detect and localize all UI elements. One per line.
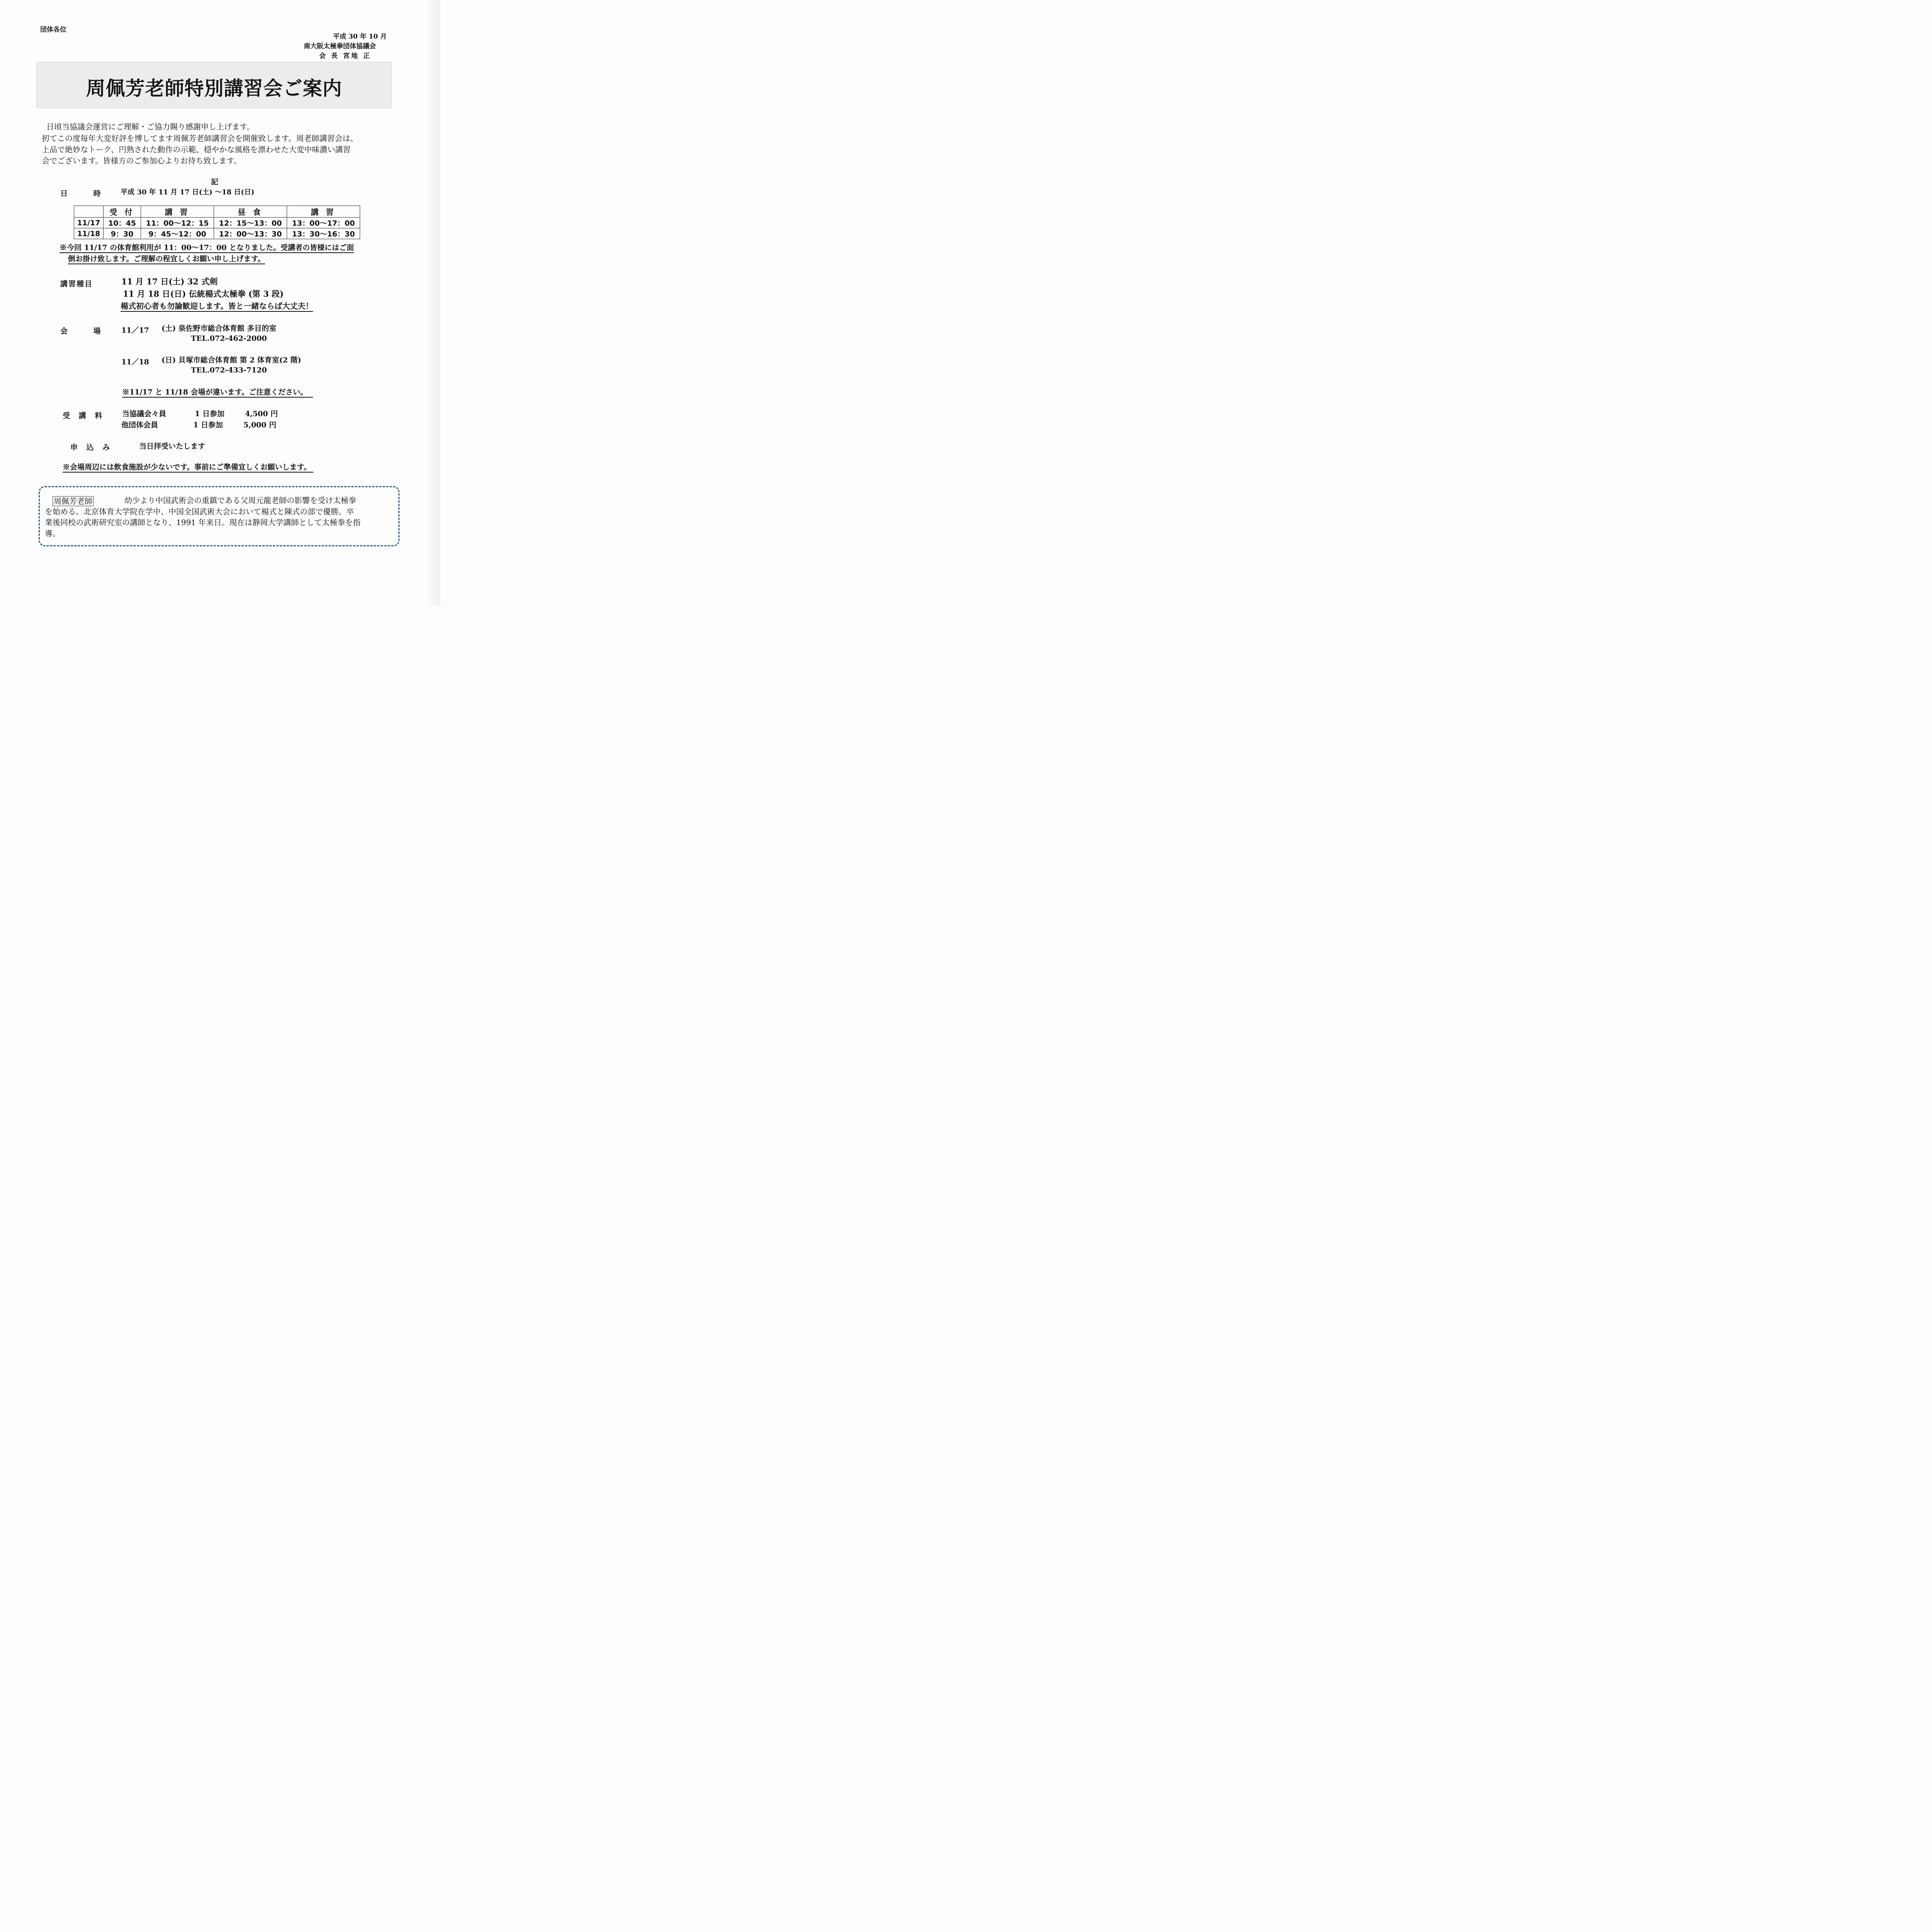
addressee: 団体各位 [40, 26, 66, 34]
schedule-header-blank [74, 206, 104, 218]
table-cell: 11：00～12：15 [141, 218, 214, 228]
schedule-header-row [74, 206, 360, 218]
table-cell: 12：00～13：30 [214, 228, 287, 239]
intro-line-3: 上品で絶妙なトーク、円熟された動作の示範、穏やかな風格を漂わせた大変中味濃い講習 [42, 145, 351, 154]
fee-row-2-days: 1 日参加 [193, 421, 223, 429]
venue-note: ※11/17 と 11/18 会場が違います。ご注意ください。 [122, 388, 313, 398]
schedule-header-session2: 講 習 [287, 206, 360, 218]
schedule-header-reception: 受 付 [104, 206, 141, 218]
food-note: ※会場周辺には飲食施設が少ないです。事前にご準備宜しくお願いします。 [63, 463, 313, 473]
application-value: 当日拝受いたします [139, 442, 206, 451]
subjects-note: 楊式初心者も勿論歓迎します。皆と一緒ならば大丈夫！ [121, 301, 313, 312]
organization-name: 南大阪太極拳団体協議会 [304, 43, 376, 50]
schedule-table [74, 206, 360, 239]
schedule-note-line-1: ※今回 11/17 の体育館利用が 11：00～17：00 となりました。受講者の皆様にはご面 [60, 243, 354, 253]
venue-day-1-name: (土) 泉佐野市総合体育館 多目的室 [162, 324, 277, 333]
fee-label: 受 講 料 [63, 412, 105, 420]
title-banner [36, 62, 392, 108]
venue-label: 会 場 [60, 327, 112, 335]
venue-day-1-tel: TEL.072-462-2000 [191, 334, 267, 343]
ki-mark: 記 [211, 178, 219, 186]
fee-row-1-who: 当協議会々員 [122, 410, 167, 418]
table-cell: 12：15～13：00 [214, 218, 287, 228]
venue-day-1-date: 11／17 [121, 326, 149, 335]
subject-day-2: 11 月 18 日(日) 伝統楊式太極拳 (第 3 段) [123, 289, 284, 299]
table-cell: 11/18 [74, 228, 104, 239]
fee-row-2-who: 他団体会員 [121, 421, 158, 429]
table-cell: 9：45～12：00 [141, 228, 214, 239]
table-cell: 11/17 [74, 218, 104, 228]
issue-date: 平成 30 年 10 月 [333, 33, 387, 41]
table-cell: 13：30～16：30 [287, 228, 360, 239]
table-cell: 13：00～17：00 [287, 218, 360, 228]
application-label: 申 込 み [70, 443, 113, 452]
table-cell: 9：30 [104, 228, 141, 239]
venue-day-2-tel: TEL.072-433-7120 [191, 366, 267, 374]
intro-line-1: 日頃当協議会運営にご理解・ご協力賜り感謝申し上げます。 [46, 122, 255, 131]
profile-line-1: 幼少より中国武術会の重鎮である父周元龍老師の影響を受け太極拳 [124, 496, 356, 505]
table-row [74, 218, 360, 228]
schedule-note-line-2: 倒お掛け致します。ご理解の程宜しくお願い申し上げます。 [68, 255, 265, 264]
schedule-header-lunch: 昼 食 [214, 206, 287, 218]
fee-row-2-price: 5,000 円 [243, 421, 277, 429]
venue-day-2-name: (日) 貝塚市総合体育館 第 2 体育室(2 階) [162, 356, 301, 364]
page [0, 0, 440, 606]
table-cell: 10：45 [104, 218, 141, 228]
datetime-value: 平成 30 年 11 月 17 日(土) ～18 日(日) [121, 188, 255, 196]
intro-line-2: 扨てこの度毎年大変好評を博してます周佩芳老師講習会を開催致します。周老師講習会は、 [42, 134, 358, 143]
venue-day-2-date: 11／18 [121, 358, 149, 366]
intro-line-4: 会でございます。皆様方のご参加心よりお待ち致します。 [42, 156, 242, 165]
datetime-label: 日 時 [60, 189, 112, 198]
table-row [74, 228, 360, 239]
scan-shadow [425, 0, 440, 606]
signatory: 会 長 宮地 正 [319, 52, 371, 60]
subject-day-1: 11 月 17 日(土) 32 式剣 [121, 277, 218, 286]
profile-name: 周佩芳老師 [53, 496, 94, 506]
profile-line-2: を始める。北京体育大学院在学中、中国全国武術大会において楊式と陳式の部で優勝。卒 [45, 507, 354, 516]
fee-row-1-days: 1 日参加 [195, 410, 224, 418]
subjects-label: 講習種目 [60, 280, 93, 288]
fee-row-1-price: 4,500 円 [245, 410, 278, 418]
page-title: 周佩芳老師特別講習会ご案内 [86, 77, 342, 100]
schedule-header-session1: 講 習 [141, 206, 214, 218]
profile-line-4: 導。 [45, 529, 60, 538]
profile-line-3: 業後同校の武術研究室の講師となり、1991 年来日。現在は静岡大学講師として太極拳を指 [45, 518, 361, 527]
